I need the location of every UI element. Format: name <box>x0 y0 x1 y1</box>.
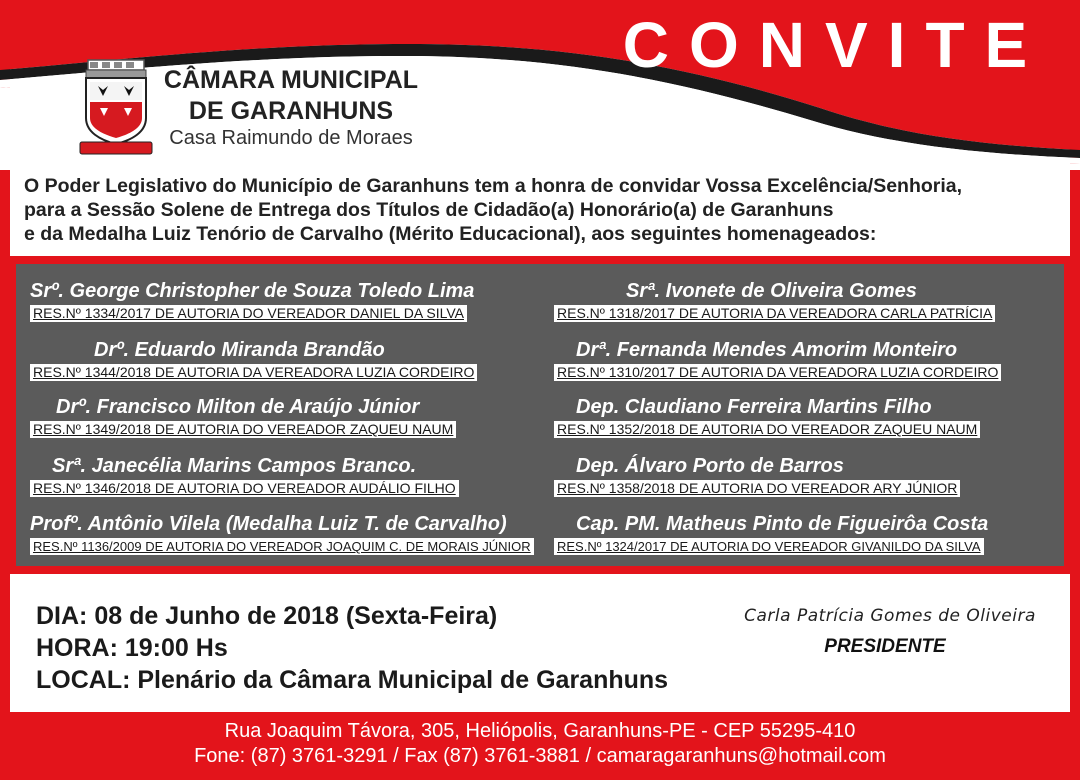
honoree-resolution: RES.Nº 1318/2017 DE AUTORIA DA VEREADORA CARLA PATRÍCIA <box>554 305 995 322</box>
honoree-name: Drº. Francisco Milton de Araújo Júnior <box>56 396 420 418</box>
institution-subtitle: Casa Raimundo de Moraes <box>169 127 413 149</box>
institution-name-line1: CÂMARA MUNICIPAL <box>163 66 419 94</box>
honoree-name: Drª. Fernanda Mendes Amorim Monteiro <box>576 339 958 361</box>
event-date: DIA: 08 de Junho de 2018 (Sexta-Feira) <box>36 602 498 630</box>
honoree-entry <box>554 455 960 498</box>
honoree-resolution: RES.Nº 1324/2017 DE AUTORIA DO VEREADOR GIVANILDO DA SILVA <box>554 538 984 555</box>
honoree-entry <box>554 513 988 556</box>
honoree-entry <box>30 513 534 556</box>
honoree-name: Profº. Antônio Vilela (Medalha Luiz T. de Carvalho) <box>30 513 507 535</box>
honoree-name: Dep. Álvaro Porto de Barros <box>576 455 844 477</box>
honoree-resolution: RES.Nº 1344/2018 DE AUTORIA DA VEREADORA LUZIA CORDEIRO <box>30 364 477 381</box>
honoree-resolution: RES.Nº 1334/2017 DE AUTORIA DO VEREADOR DANIEL DA SILVA <box>30 305 467 322</box>
signature-name: Carla Patrícia Gomes de Oliveira <box>744 606 1036 626</box>
invitation-title: CONVITE <box>622 9 1048 81</box>
honoree-entry <box>30 455 459 498</box>
honoree-entry <box>554 280 995 323</box>
honoree-name: Dep. Claudiano Ferreira Martins Filho <box>576 396 932 418</box>
honoree-name: Srª. Ivonete de Oliveira Gomes <box>626 280 917 302</box>
honoree-name: Drº. Eduardo Miranda Brandão <box>94 339 385 361</box>
honoree-entry <box>554 339 1001 382</box>
honorees-panel <box>16 264 1064 566</box>
invitation-intro <box>24 174 1056 246</box>
honoree-resolution: RES.Nº 1352/2018 DE AUTORIA DO VEREADOR ZAQUEU NAUM <box>554 421 980 438</box>
honoree-resolution: RES.Nº 1358/2018 DE AUTORIA DO VEREADOR ARY JÚNIOR <box>554 480 960 497</box>
intro-line: O Poder Legislativo do Município de Garanhuns tem a honra de convidar Vossa Excelência/Senhoria, <box>24 175 963 197</box>
footer-contact: Fone: (87) 3761-3291 / Fax (87) 3761-3881 / camaragaranhuns@hotmail.com <box>194 745 886 767</box>
intro-line: e da Medalha Luiz Tenório de Carvalho (Mérito Educacional), aos seguintes homenageados: <box>24 223 877 245</box>
footer-address: Rua Joaquim Távora, 305, Heliópolis, Garanhuns-PE - CEP 55295-410 <box>224 720 856 742</box>
honoree-entry <box>30 339 477 382</box>
signature-title: PRESIDENTE <box>824 636 946 657</box>
honoree-resolution: RES.Nº 1346/2018 DE AUTORIA DO VEREADOR AUDÁLIO FILHO <box>30 480 459 497</box>
honoree-entry <box>30 280 474 323</box>
honoree-name: Cap. PM. Matheus Pinto de Figueirôa Costa <box>576 513 989 535</box>
honoree-resolution: RES.Nº 1349/2018 DE AUTORIA DO VEREADOR ZAQUEU NAUM <box>30 421 456 438</box>
honoree-name: Srª. Janecélia Marins Campos Branco. <box>52 455 417 477</box>
honoree-entry <box>554 396 980 439</box>
institution-name-line2: DE GARANHUNS <box>188 97 394 125</box>
event-time: HORA: 19:00 Hs <box>36 634 228 662</box>
honoree-entry <box>30 396 456 439</box>
honoree-name: Srº. George Christopher de Souza Toledo Lima <box>30 280 475 302</box>
honoree-resolution: RES.Nº 1310/2017 DE AUTORIA DA VEREADORA LUZIA CORDEIRO <box>554 364 1001 381</box>
event-location: LOCAL: Plenário da Câmara Municipal de Garanhuns <box>36 666 669 694</box>
municipal-crest-icon <box>78 58 154 156</box>
intro-line: para a Sessão Solene de Entrega dos Títulos de Cidadão(a) Honorário(a) de Garanhuns <box>24 199 834 221</box>
honoree-resolution: RES.Nº 1136/2009 DE AUTORIA DO VEREADOR JOAQUIM C. DE MORAIS JÚNIOR <box>30 538 534 555</box>
